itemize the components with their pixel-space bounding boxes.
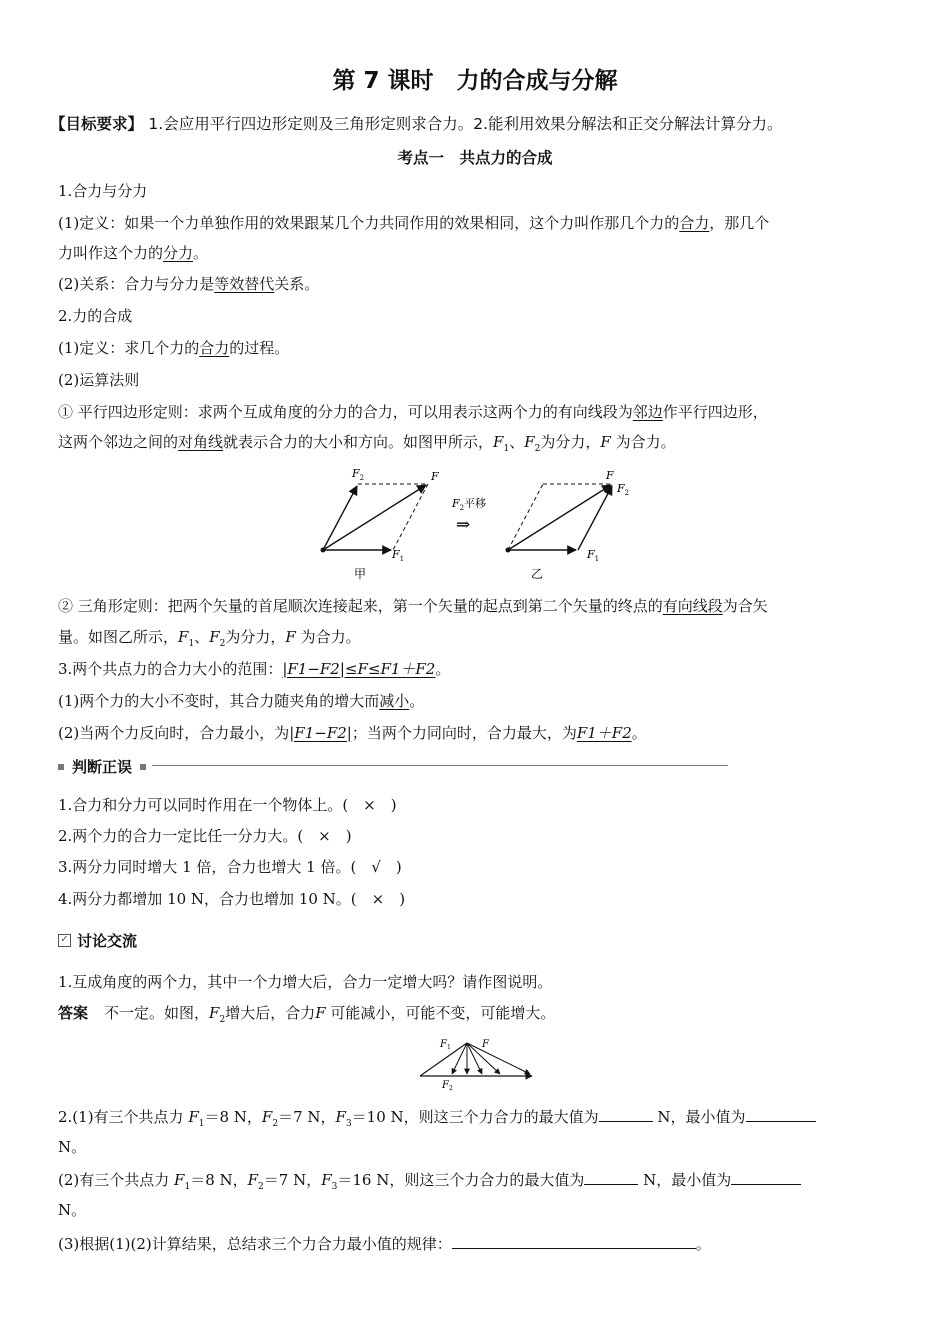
answer-blank[interactable] [452,1232,696,1249]
label-f1: $F_1$ [392,548,405,563]
parallelogram-rule-line-1: ① 平行四边形定则：求两个互成角度的分力的合力，可以用表示这两个力的有向线段为邻边作平行四边形， [58,403,768,421]
fan-vector [467,1043,530,1074]
blank-answer: 合力 [679,214,710,232]
relation-line: (2)关系：合力与分力是等效替代关系。 [58,275,320,293]
fan-vector [467,1043,482,1074]
question-2-part-1-unit: N。 [58,1138,87,1156]
triangle-rule-line-1: ② 三角形定则：把两个矢量的首尾顺次连接起来，第一个矢量的起点到第二个矢量的终点的有向线段为合矢 [58,597,768,615]
label-f2: $F_2$ [352,467,365,482]
judge-item: 1.合力和分力可以同时作用在一个物体上。( × ) [58,796,397,814]
operation-rules: (2)运算法则 [58,371,140,389]
question-2-part-2-unit: N。 [58,1201,87,1219]
blank-answer: 对角线 [178,433,224,451]
section-divider [152,765,728,766]
judge-item: 3.两分力同时增大 1 倍，合力也增大 1 倍。( √ ) [58,858,402,876]
blank-answer: F1＋F2 [576,724,632,742]
parallelogram-diagram [321,467,440,581]
label-jia: 甲 [354,567,367,581]
label-f2: $F_2$ [442,1080,453,1092]
svg-text:F2平移: $F_2$平移 [452,497,487,512]
goal-text: 1.会应用平行四边形定则及三角形定则求合力。2.能利用效果分解法和正交分解法计算分力。 [148,115,783,133]
fan-force-diagram [412,1034,542,1096]
section-heading: 考点一 共点力的合成 [397,149,553,167]
bullet-square-icon [140,764,146,770]
triangle-rule-line-2: 量。如图乙所示，$F_1$、$F_2$为分力，F 为合力。 [58,628,361,649]
range-point-1: (1)两个力的大小不变时，其合力随夹角的增大而减小。 [58,692,425,710]
heading-resultant-and-components: 1.合力与分力 [58,182,148,200]
judge-item: 4.两分力都增加 10 N，合力也增加 10 N。( × ) [58,890,406,908]
answer-blank[interactable] [731,1168,801,1185]
parallelogram-rule-line-2: 这两个邻边之间的对角线就表示合力的大小和方向。如图甲所示，$F_1$、$F_2$为分力，F 为合力。 [58,433,676,454]
label-yi: 乙 [531,567,544,581]
blank-answer: 减小 [379,692,410,710]
composition-definition: (1)定义：求几个力的合力的过程。 [58,339,290,357]
f2-vector [323,486,357,550]
definition-line-2: 力叫作这个力的分力。 [58,244,209,262]
heading-composition: 2.力的合成 [58,307,133,325]
svg-text:⇒: ⇒ [456,515,471,535]
question-2-part-3: (3)根据(1)(2)计算结果，总结求三个力合力最小值的规律： 。 [58,1232,711,1254]
bullet-square-icon [58,764,64,770]
answer-blank[interactable] [584,1168,638,1185]
question-2-part-1: 2.(1)有三个共点力 $F_1=8$ N，$F_2=7$ N，$F_3=10$ N，则这三个力合力的最大值为 N，最小值为 [58,1105,816,1134]
page-title: 第 7 课时 力的合成与分解 [332,68,618,94]
blank-answer: 合力 [199,339,230,357]
blank-answer: 分力 [163,244,194,262]
blank-answer: 邻边 [632,403,663,421]
answer-blank[interactable] [746,1105,816,1122]
label-f: F [606,469,614,482]
judge-section-header: 判断正误 [58,756,146,777]
judge-item: 2.两个力的合力一定比任一分力大。( × ) [58,827,352,845]
blank-answer: |F1−F2|≤F≤F1＋F2 [282,660,436,678]
label-f2: $F_2$ [617,482,630,497]
question-1: 1.互成角度的两个力，其中一个力增大后，合力一定增大吗？请作图说明。 [58,973,553,991]
learning-goals [50,112,910,134]
range-point-2: (2)当两个力反向时，合力最小，为|F1−F2|；当两个力同向时，合力最大，为F1＋F2。 [58,724,647,742]
label-f: F [482,1039,489,1050]
goal-tag: 【目标要求】 [50,115,144,133]
blank-answer: 等效替代 [214,275,275,293]
checkbox-pencil-icon: ✓ [58,934,71,947]
shift-arrow [451,496,486,535]
range-heading: 3.两个共点力的合力大小的范围：|F1−F2|≤F≤F1＋F2。 [58,660,451,678]
dashed-edge [508,484,543,550]
discuss-section-header: ✓ 讨论交流 [58,930,137,951]
label-f1: $F_1$ [440,1039,451,1051]
triangle-diagram [506,469,630,581]
dashed-edge [393,484,428,550]
blank-answer: |F1−F2| [289,724,352,742]
blank-answer: 有向线段 [662,597,723,615]
definition-line-1: (1)定义：如果一个力单独作用的效果跟某几个力共同作用的效果相同，这个力叫作那几个力的合力，那几个 [58,214,770,232]
label-f1: $F_1$ [587,548,600,563]
force-diagram-figure [300,462,660,586]
answer-1: 答案 不一定。如图，$F_2$增大后，合力F 可能减小，可能不变，可能增大。 [58,1004,556,1025]
question-2-part-2: (2)有三个共点力 $F_1=8$ N，$F_2=7$ N，$F_3=16$ N，则这三个力合力的最大值为 N，最小值为 [58,1168,801,1197]
answer-blank[interactable] [599,1105,653,1122]
label-f: F [431,470,439,483]
